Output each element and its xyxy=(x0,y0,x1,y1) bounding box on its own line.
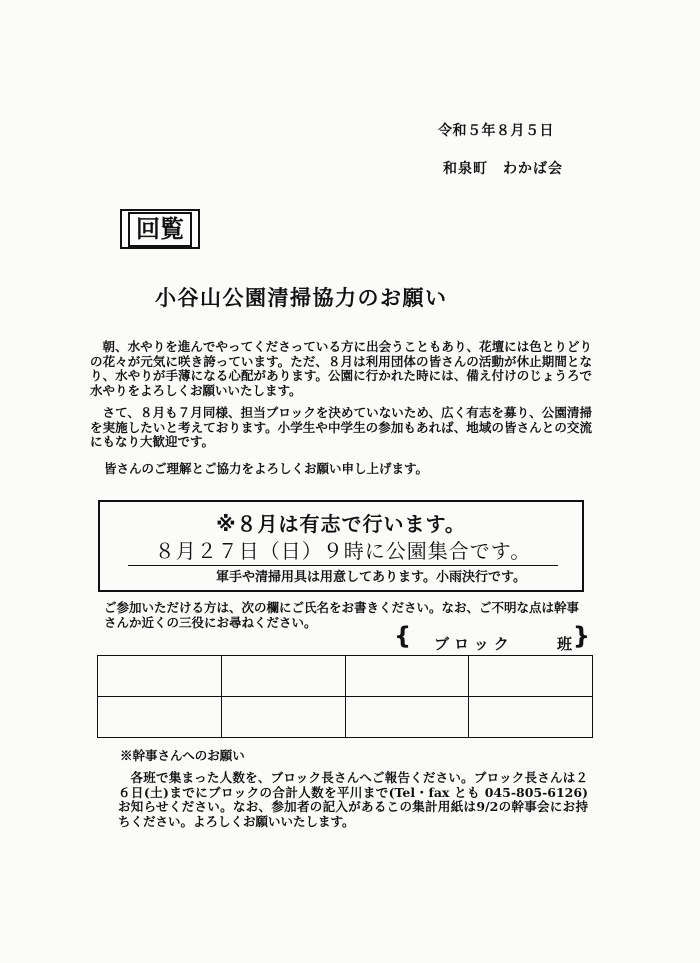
block-label: ブロック xyxy=(434,635,514,653)
notice-box xyxy=(98,500,584,592)
left-brace: { xyxy=(394,622,412,650)
body-paragraph-1: 朝、水やりを進んでやってくださっている方に出会うこともあり、花壇には色とりどりの花々が元気に咲き誇っています。ただ、８月は利用団体の皆さんの活動が休止期間となり、水やりが手薄になる心配があります。公園に行かれた時には、備え付けのじょうろで水やりをよろしくお願いいたします。 xyxy=(90,339,592,398)
name-cell[interactable] xyxy=(98,697,222,738)
circular-stamp xyxy=(120,209,200,249)
notice-line-3: 軍手や清掃用具は用意してあります。小雨決行です。 xyxy=(216,570,526,585)
circular-label: 回覧 xyxy=(128,212,192,247)
table-row xyxy=(98,697,593,738)
name-cell[interactable] xyxy=(469,656,593,697)
right-brace: } xyxy=(572,622,590,650)
name-cell[interactable] xyxy=(469,697,593,738)
organization-name: 和泉町 わかば会 xyxy=(443,161,563,177)
body-paragraph-3: 皆さんのご理解とご協力をよろしくお願い申し上げます。 xyxy=(104,461,429,476)
document-date: 令和５年８月５日 xyxy=(438,123,554,139)
name-cell[interactable] xyxy=(98,656,222,697)
name-cell[interactable] xyxy=(345,697,469,738)
signup-name-table xyxy=(97,655,593,738)
name-cell[interactable] xyxy=(345,656,469,697)
organizer-note-text: 各班で集まった人数を、ブロック長さんへご報告ください。ブロック長さんは２６日(土)までにブロックの合計人数を平川まで(Tel・fax とも 045-805-6126)お知らせください。なお、参加者の記入があるこの集計用紙は9/2の幹事会にお持ちください。よろしくお願いいたします。 xyxy=(118,770,588,829)
organizer-note-heading: ※幹事さんへのお願い xyxy=(120,748,245,763)
signup-instruction: ご参加いただける方は、次の欄にご氏名をお書きください。なお、ご不明な点は幹事さんか近くの三役にお尋ねください。 xyxy=(104,600,580,630)
block-group-field xyxy=(394,622,590,653)
name-cell[interactable] xyxy=(221,697,345,738)
notice-line-1: ※８月は有志で行います。 xyxy=(216,512,466,536)
name-cell[interactable] xyxy=(221,656,345,697)
group-label: 班 xyxy=(557,635,573,653)
notice-line-2: ８月２７日（日）９時に公園集合です。 xyxy=(128,535,558,566)
page-title: 小谷山公園清掃協力のお願い xyxy=(155,286,448,310)
body-paragraph-2: さて、８月も７月同様、担当ブロックを決めていないため、広く有志を募り、公園清掃を実施したいと考えております。小学生や中学生の参加もあれば、地域の皆さんとの交流にもなり大歓迎です。 xyxy=(90,405,592,450)
table-row xyxy=(98,656,593,697)
